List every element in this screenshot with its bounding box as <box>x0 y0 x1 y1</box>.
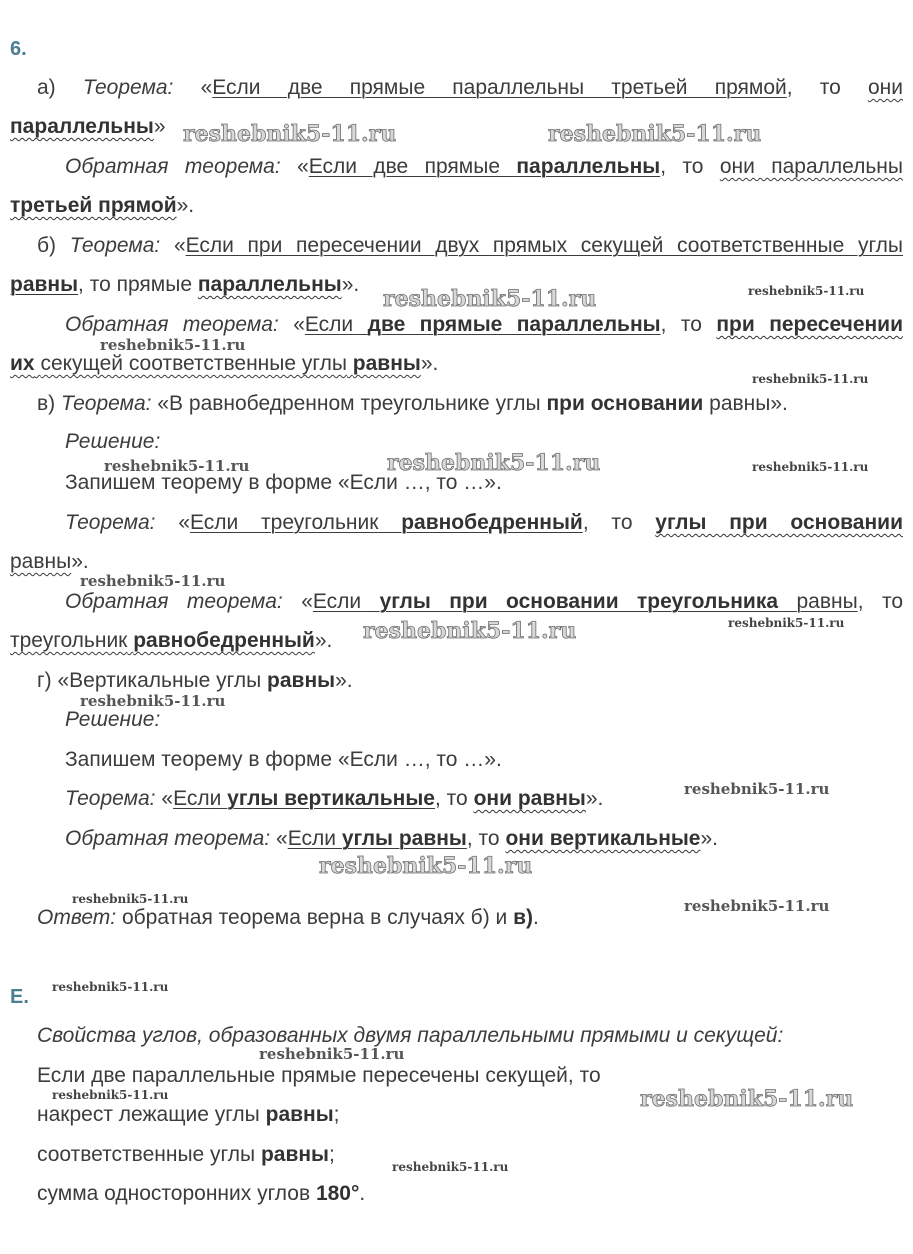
item-a-converse-line2: третьей прямой». <box>10 194 195 217</box>
watermark: reshebnik5-11.ru <box>259 1045 405 1063</box>
watermark: reshebnik5-11.ru <box>728 616 845 630</box>
item-b-theorem-line1: б) Теорема: «Если при пересечении двух прямых секущей соответственные углы <box>37 234 903 257</box>
item-g-solution-label: Решение: <box>65 708 161 731</box>
watermark: reshebnik5-11.ru <box>52 980 169 994</box>
watermark: reshebnik5-11.ru <box>100 336 246 354</box>
watermark: reshebnik5-11.ru <box>387 450 601 476</box>
item-b-theorem-line2: равны, то прямые параллельны». <box>10 273 360 296</box>
item-v-converse-line1: Обратная теорема: «Если углы при основании треугольника равны, то <box>65 590 904 613</box>
item-v-theorem-form-line1: Теорема: «Если треугольник равнобедренный, то углы при основании <box>65 511 903 534</box>
watermark: reshebnik5-11.ru <box>80 692 226 710</box>
item-v-theorem-form-line2: равны». <box>10 550 89 573</box>
item-b-converse-line1: Обратная теорема: «Если две прямые параллельны, то при пересечении <box>65 313 903 336</box>
watermark: reshebnik5-11.ru <box>752 372 869 386</box>
property-corresponding-angles: соответственные углы равны; <box>37 1143 335 1166</box>
watermark: reshebnik5-11.ru <box>319 853 533 879</box>
item-v-theorem: в) Теорема: «В равнобедренном треугольнике углы при основании равны». <box>37 392 788 415</box>
item-g-converse: Обратная теорема: «Если углы равны, то они вертикальные». <box>65 827 719 850</box>
property-consecutive-angles: сумма односторонних углов 180°. <box>37 1182 366 1205</box>
item-v-write-form: Запишем теорему в форме «Если …, то …». <box>65 471 502 494</box>
watermark: reshebnik5-11.ru <box>80 572 226 590</box>
item-b-converse-line2: их секущей соответственные углы равны». <box>10 352 439 375</box>
item-v-solution-label: Решение: <box>65 430 161 453</box>
properties-intro: Если две параллельные прямые пересечены секущей, то <box>37 1064 601 1087</box>
watermark: reshebnik5-11.ru <box>104 457 250 475</box>
watermark: reshebnik5-11.ru <box>392 1160 509 1174</box>
section-number: 6. <box>10 38 27 60</box>
watermark: reshebnik5-11.ru <box>548 121 762 147</box>
watermark: reshebnik5-11.ru <box>684 780 830 798</box>
item-a-converse-line1: Обратная теорема: «Если две прямые параллельны, то они параллельны <box>65 155 903 178</box>
item-a-theorem-line1: а) Теорема: «Если две прямые параллельны третьей прямой, то они <box>37 76 904 99</box>
properties-title: Свойства углов, образованных двумя параллельными прямыми и секущей: <box>37 1024 784 1047</box>
watermark: reshebnik5-11.ru <box>52 1088 169 1102</box>
watermark: reshebnik5-11.ru <box>748 284 865 298</box>
watermark: reshebnik5-11.ru <box>383 286 597 312</box>
item-g-theorem: г) «Вертикальные углы равны». <box>37 669 353 692</box>
watermark: reshebnik5-11.ru <box>183 121 397 147</box>
watermark: reshebnik5-11.ru <box>684 897 830 915</box>
watermark: reshebnik5-11.ru <box>640 1086 854 1112</box>
answer-line: Ответ: обратная теорема верна в случаях б) и в). <box>37 906 539 929</box>
watermark: reshebnik5-11.ru <box>72 892 189 906</box>
item-g-write-form: Запишем теорему в форме «Если …, то …». <box>65 748 502 771</box>
property-alternate-angles: накрест лежащие углы равны; <box>37 1103 340 1126</box>
watermark: reshebnik5-11.ru <box>363 618 577 644</box>
section-letter: Е. <box>10 986 29 1008</box>
item-v-converse-line2: треугольник равнобедренный». <box>10 629 333 652</box>
item-a-theorem-line2: параллельны» <box>10 115 166 138</box>
watermark: reshebnik5-11.ru <box>752 460 869 474</box>
item-g-theorem-form: Теорема: «Если углы вертикальные, то они равны». <box>65 787 604 810</box>
